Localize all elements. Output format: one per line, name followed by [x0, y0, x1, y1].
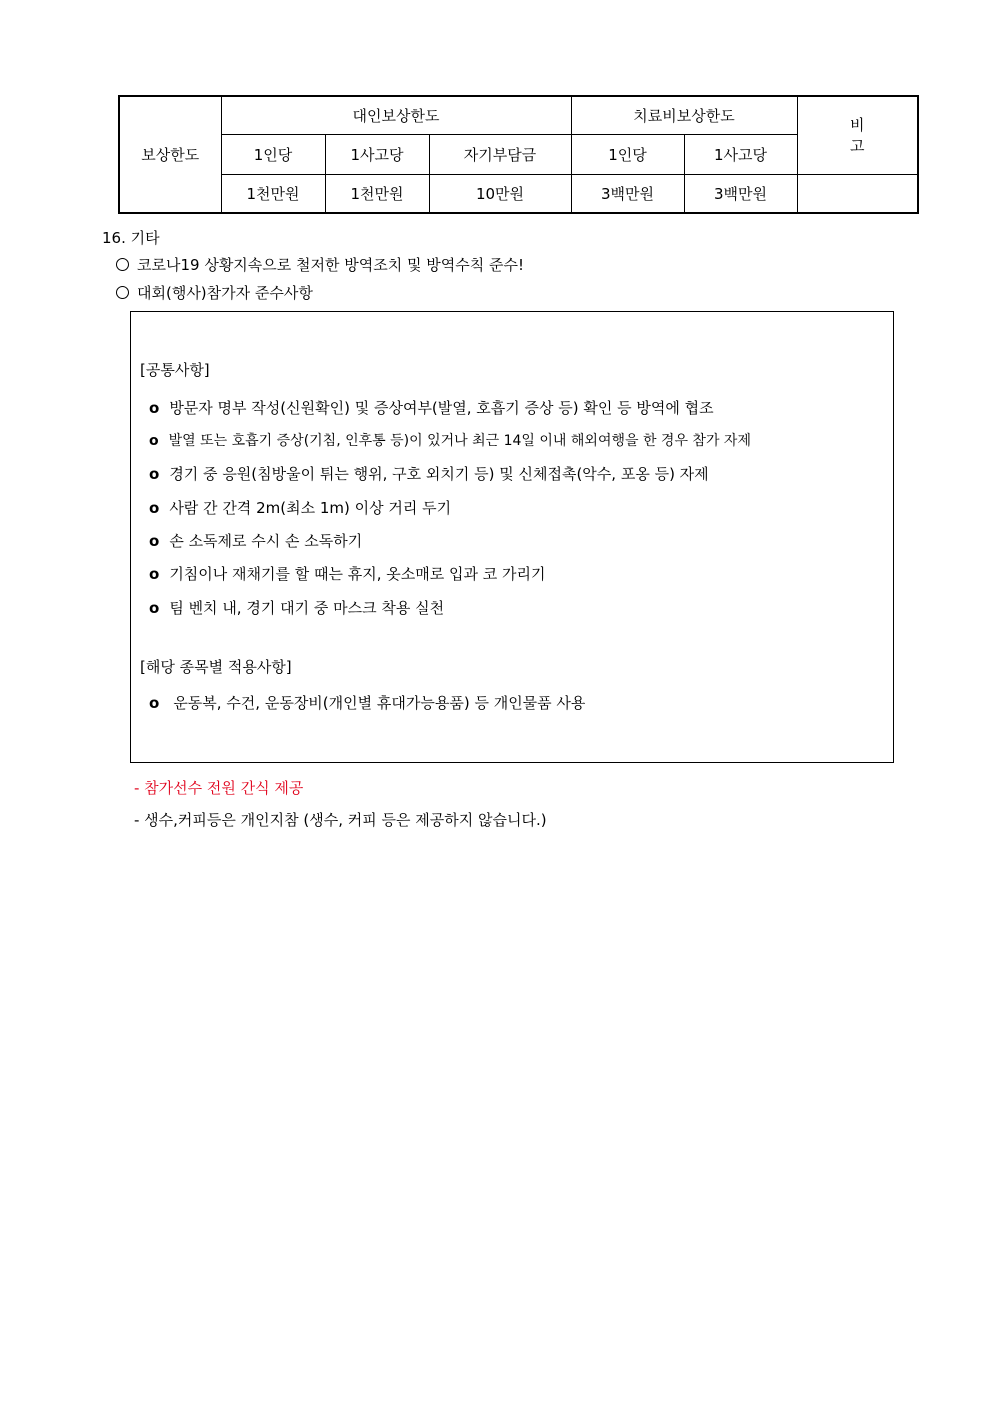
list-item	[149, 531, 362, 551]
remark-value-cell	[797, 174, 918, 213]
bullet-icon: o	[149, 565, 160, 583]
sub-header-cell: 1사고당	[684, 134, 797, 174]
common-title: [공통사항]	[140, 361, 210, 379]
compensation-table	[118, 95, 919, 214]
list-item	[149, 498, 451, 518]
rules-box	[130, 311, 894, 763]
group-header-medical: 치료비보상한도	[571, 96, 797, 134]
list-item-text: 팀 벤치 내, 경기 대기 중 마스크 착용 실천	[169, 599, 445, 617]
group-header-injury: 대인보상한도	[221, 96, 571, 134]
list-item	[149, 431, 751, 451]
value-cell: 10만원	[429, 174, 571, 213]
value-cell: 3백만원	[684, 174, 797, 213]
section-item-text: 코로나19 상황지속으로 철저한 방역조치 및 방역수칙 준수!	[137, 256, 524, 274]
list-item-text: 손 소독제로 수시 손 소독하기	[169, 532, 363, 550]
section-item	[116, 255, 524, 275]
list-item	[149, 464, 709, 484]
list-item	[149, 564, 546, 584]
row-header-cell: 보상한도	[119, 96, 221, 213]
section-title: 16. 기타	[102, 229, 160, 247]
list-item-text: 경기 중 응원(침방울이 튀는 행위, 구호 외치기 등) 및 신체접촉(악수, 포옹 등) 자제	[169, 465, 709, 483]
list-item	[149, 398, 714, 418]
bullet-icon: o	[149, 433, 159, 449]
note-water: - 생수,커피등은 개인지참 (생수, 커피 등은 제공하지 않습니다.)	[134, 811, 547, 829]
sub-header-cell: 1인당	[221, 134, 325, 174]
list-item	[149, 598, 444, 618]
remark-header: 비 고	[797, 96, 918, 174]
bullet-icon: o	[149, 694, 160, 712]
list-item-text: 방문자 명부 작성(신원확인) 및 증상여부(발열, 호흡기 증상 등) 확인 등 방역에 협조	[169, 399, 714, 417]
specific-title: [해당 종목별 적용사항]	[140, 658, 292, 676]
bullet-icon: o	[149, 499, 160, 517]
value-cell: 1천만원	[221, 174, 325, 213]
sub-header-cell: 1인당	[571, 134, 684, 174]
value-cell: 1천만원	[325, 174, 429, 213]
section-item-text: 대회(행사)참가자 준수사항	[137, 284, 313, 302]
note-snack: - 참가선수 전원 간식 제공	[134, 779, 304, 797]
list-item	[149, 693, 585, 713]
circle-bullet-icon	[116, 258, 129, 271]
bullet-icon: o	[149, 532, 160, 550]
section-item	[116, 283, 313, 303]
bullet-icon: o	[149, 599, 160, 617]
bullet-icon: o	[149, 399, 160, 417]
list-item-text: 발열 또는 호흡기 증상(기침, 인후통 등)이 있거나 최근 14일 이내 해외여행을 한 경우 참가 자제	[168, 433, 751, 449]
list-item-text: 운동복, 수건, 운동장비(개인별 휴대가능용품) 등 개인물품 사용	[173, 694, 586, 712]
bullet-icon: o	[149, 465, 160, 483]
list-item-text: 기침이나 재채기를 할 때는 휴지, 옷소매로 입과 코 가리기	[169, 565, 546, 583]
sub-header-cell: 1사고당	[325, 134, 429, 174]
list-item-text: 사람 간 간격 2m(최소 1m) 이상 거리 두기	[169, 499, 452, 517]
sub-header-cell: 자기부담금	[429, 134, 571, 174]
circle-bullet-icon	[116, 286, 129, 299]
value-cell: 3백만원	[571, 174, 684, 213]
